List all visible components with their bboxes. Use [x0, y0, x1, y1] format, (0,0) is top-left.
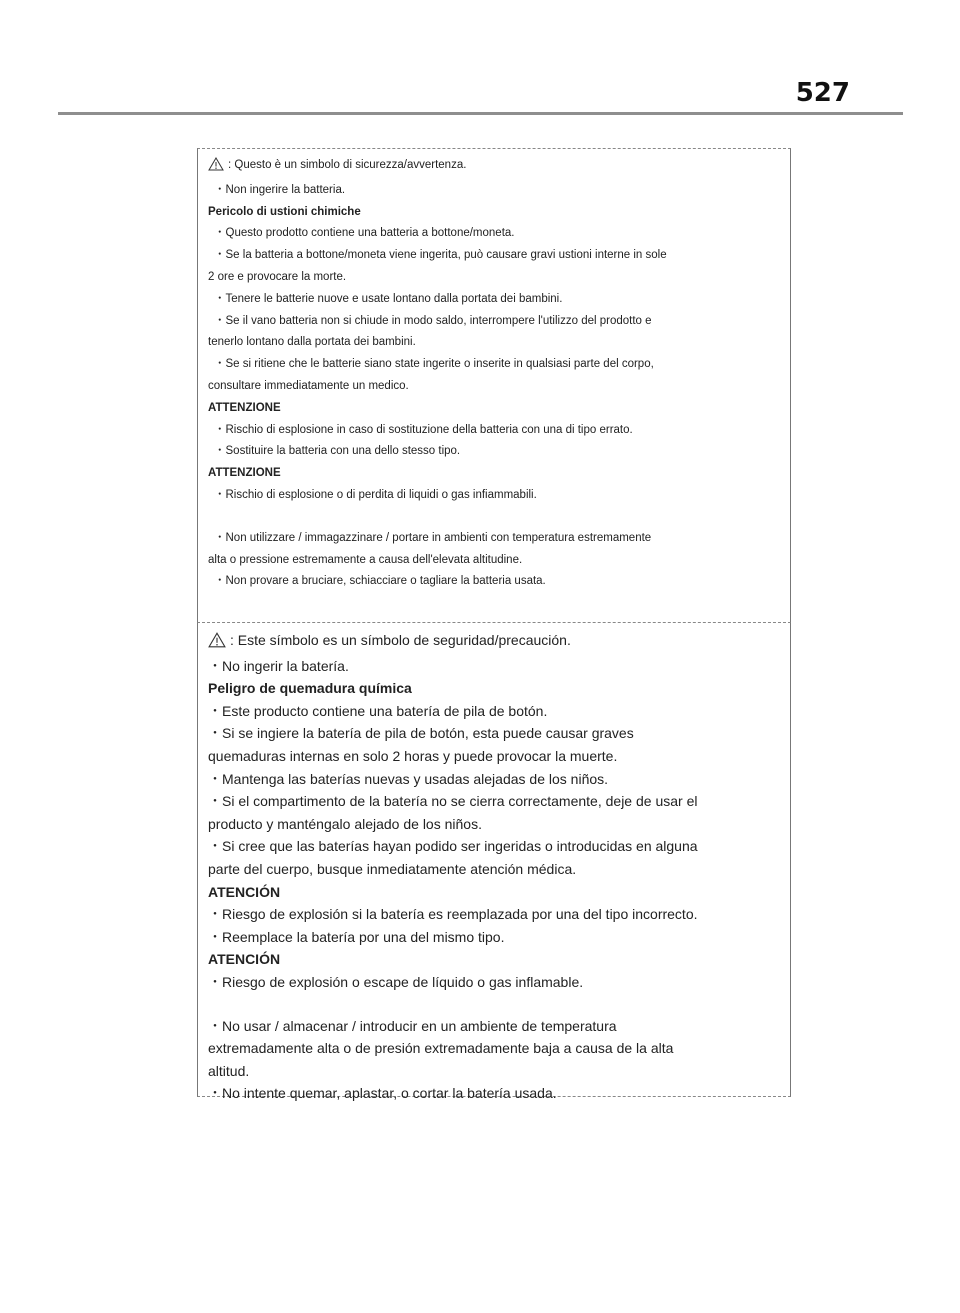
text-line: ・Este producto contiene una batería de pila de botón.	[208, 702, 548, 719]
text-line: ・Rischio di esplosione o di perdita di liquidi o gas infiammabili.	[214, 488, 537, 501]
page-number: 527	[795, 78, 850, 108]
section-heading: ATENCIÓN	[208, 951, 281, 968]
text-line: ・No intente quemar, aplastar, o cortar la batería usada.	[208, 1085, 557, 1102]
italian-safety-box	[197, 148, 791, 622]
section-heading: ATTENZIONE	[208, 401, 281, 414]
text-line: ・No usar / almacenar / introducir en un ambiente de temperatura	[208, 1017, 617, 1034]
text-line: producto y manténgalo alejado de los niños.	[208, 815, 482, 832]
section-heading: ATENCIÓN	[208, 883, 281, 900]
text-line: ・Non provare a bruciare, schiacciare o tagliare la batteria usata.	[214, 575, 546, 588]
warning-triangle-icon	[208, 157, 224, 180]
text-line: ・Se la batteria a bottone/moneta viene ingerita, può causare gravi ustioni interne in sole	[214, 249, 667, 262]
text-line: parte del cuerpo, busque inmediatamente atención médica.	[208, 860, 577, 877]
text-line: quemaduras internas en solo 2 horas y puede provocar la muerte.	[208, 747, 618, 764]
text-line: ・Si cree que las baterías hayan podido ser ingeridas o introducidas en alguna	[208, 838, 698, 855]
text-line: ・Riesgo de explosión o escape de líquido o gas inflamable.	[208, 973, 584, 990]
text-line: ・Sostituire la batteria con una dello stesso tipo.	[214, 445, 461, 458]
text-line: ・Reemplace la batería por una del mismo tipo.	[208, 928, 505, 945]
text-line: ・Riesgo de explosión si la batería es reemplazada por una del tipo incorrecto.	[208, 906, 698, 923]
spacer	[208, 994, 762, 1015]
section-heading: Peligro de quemadura química	[208, 680, 412, 697]
text-line: ・Rischio di esplosione in caso di sostituzione della batteria con una di tipo errato.	[214, 423, 633, 436]
spanish-safety-box	[197, 622, 791, 1102]
text-line: altitud.	[208, 1062, 250, 1079]
text-line: consultare immediatamente un medico.	[208, 379, 409, 392]
text-line: ・Se il vano batteria non si chiude in modo saldo, interrompere l'utilizzo del prodotto e	[214, 314, 652, 327]
text-line: alta o pressione estremamente a causa dell'elevata altitudine.	[208, 553, 523, 566]
header-rule	[58, 112, 903, 115]
spacer	[208, 507, 762, 528]
text-line: ・Non ingerire la batteria.	[214, 183, 346, 196]
section-heading: Pericolo di ustioni chimiche	[208, 205, 361, 218]
text-line: ・Si se ingiere la batería de pila de botón, esta puede causar graves	[208, 725, 634, 742]
text-line: ・Se si ritiene che le batterie siano state ingerite o inserite in qualsiasi parte del corpo,	[214, 358, 654, 371]
text-line: 2 ore e provocare la morte.	[208, 270, 347, 283]
warning-text: : Este símbolo es un símbolo de seguridad/precaución.	[230, 632, 571, 648]
text-line: ・No ingerir la batería.	[208, 657, 349, 674]
text-line: tenerlo lontano dalla portata dei bambini.	[208, 336, 416, 349]
warning-triangle-icon	[208, 632, 226, 655]
text-line: ・Mantenga las baterías nuevas y usadas alejadas de los niños.	[208, 770, 609, 787]
section-heading: ATTENZIONE	[208, 467, 281, 480]
text-line: ・Si el compartimento de la batería no se cierra correctamente, deje de usar el	[208, 793, 698, 810]
text-line: ・Questo prodotto contiene una batteria a bottone/moneta.	[214, 227, 515, 240]
warning-text: : Questo è un simbolo di sicurezza/avvertenza.	[228, 159, 467, 171]
warning-line	[208, 629, 762, 655]
text-line: extremadamente alta o de presión extremadamente baja a causa de la alta	[208, 1040, 674, 1057]
text-line: ・Tenere le batterie nuove e usate lontano dalla portata dei bambini.	[214, 292, 563, 305]
warning-line	[208, 155, 762, 180]
text-line: ・Non utilizzare / immagazzinare / portare in ambienti con temperatura estremamente	[214, 531, 652, 544]
